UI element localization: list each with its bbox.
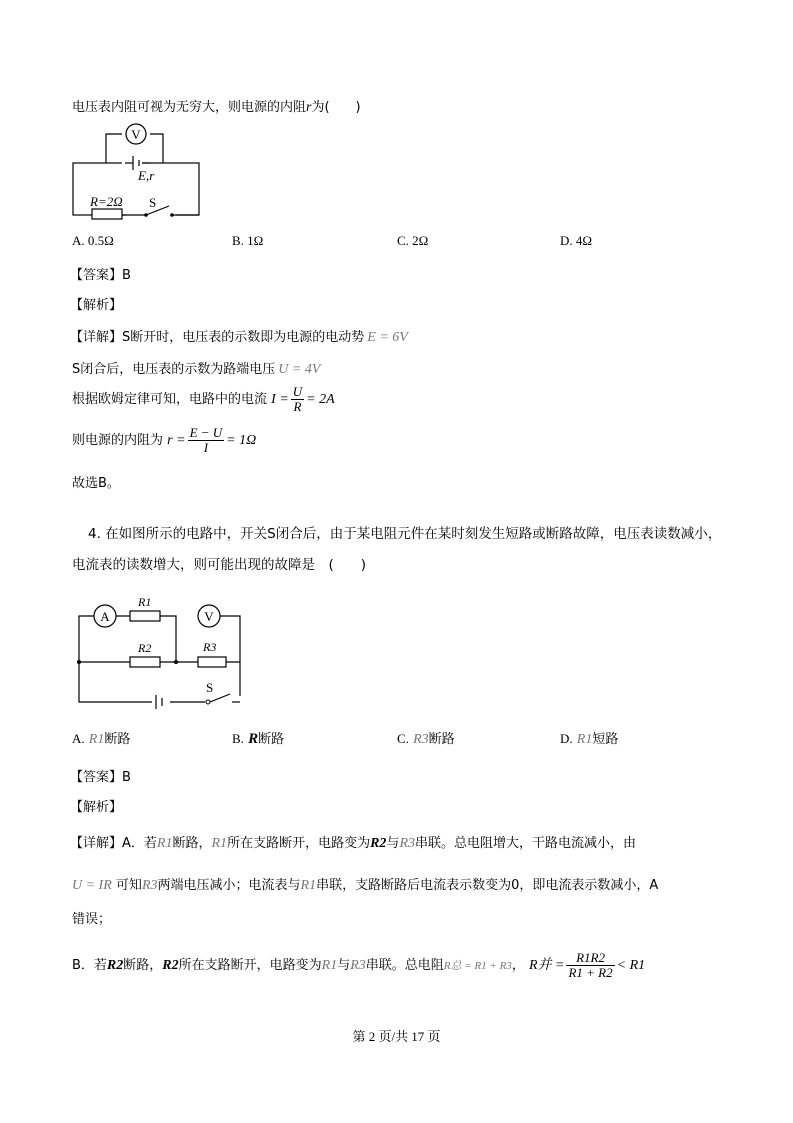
q4-r1-label: R1	[138, 595, 152, 609]
q3-option-c: C. 2Ω	[397, 233, 429, 248]
page-footer: 第 2 页/共 17 页	[352, 1029, 441, 1044]
q4-detail-a-line2: U = IR 可知R3两端电压减小；电流表与R1串联，支路断路后电流表示数变为0，即电流表示数减小，A	[72, 878, 659, 893]
q4-r2-label: R2	[138, 641, 152, 655]
q3-switch-label: S	[149, 195, 157, 210]
current-fraction: $\frac{U}{R}$	[292, 384, 303, 414]
q4-ammeter-label: A	[100, 609, 110, 624]
q4-detail-a-line1: 【详解】A．若R1断路，R1所在支路断开，电路变为R2与R3串联。总电阻增大，干路电流减小，由	[70, 836, 637, 851]
q3-option-a: A. 0.5Ω	[72, 233, 114, 248]
q3-stem: 电压表内阻可视为无穷大，则电源的内阻r为( )	[72, 100, 361, 115]
q3-option-b: B. 1Ω	[232, 233, 264, 248]
q3-answer: 【答案】B	[70, 268, 131, 283]
q4-stem-line1: 4. 在如图所示的电路中，开关S闭合后，由于某电阻元件在某时刻发生短路或断路故障，电压表读数减小，	[88, 526, 722, 542]
q4-analysis-heading: 【解析】	[70, 800, 123, 815]
q3-conclusion: 故选B。	[72, 476, 120, 491]
q3-detail-line2: S闭合后，电压表的示数为路端电压 U = 4V	[72, 362, 321, 377]
q3-detail-line1: 【详解】S断开时，电压表的示数即为电源的电动势 E = 6V	[70, 330, 408, 345]
resistance-fraction: $\frac{E - U}{I}$	[189, 425, 223, 455]
q3-resistor-label: R=2Ω	[90, 194, 123, 209]
q3-voltmeter-label: V	[131, 127, 141, 142]
q4-option-a: A. R1断路	[72, 731, 131, 747]
q4-detail-b-line: B．若R2断路，R2所在支路断开，电路变为R1与R3串联。总电阻R总 = R1 + R3， R并 = $\frac{R1R2}{R1 + R2}$ < R1	[72, 950, 646, 980]
q3-option-d: D. 4Ω	[560, 233, 593, 248]
q4-option-b: B. R断路	[232, 731, 285, 747]
q3-analysis-heading: 【解析】	[70, 298, 123, 313]
q4-circuit-diagram	[70, 590, 250, 712]
q4-option-c: C. R3断路	[397, 731, 455, 747]
q3-source-label: E,r	[138, 168, 155, 183]
q3-detail-line4: 则电源的内阻为 r = $\frac{E - U}{I}$ = 1Ω	[72, 425, 257, 455]
q4-option-d: D. R1短路	[560, 731, 619, 747]
q4-answer: 【答案】B	[70, 770, 131, 785]
parallel-resistance-fraction: $\frac{R1R2}{R1 + R2}$	[568, 950, 613, 980]
q4-stem-line2: 电流表的读数增大，则可能出现的故障是 ( )	[72, 557, 367, 573]
q4-r3-label: R3	[203, 640, 217, 654]
q4-voltmeter-label: V	[204, 609, 214, 624]
q3-detail-line3: 根据欧姆定律可知，电路中的电流 I = $\frac{U}{R}$ = 2A	[72, 384, 335, 414]
q4-switch-label: S	[206, 680, 214, 695]
q3-circuit-diagram	[66, 118, 211, 222]
q4-detail-a-line3: 错误；	[72, 912, 112, 927]
